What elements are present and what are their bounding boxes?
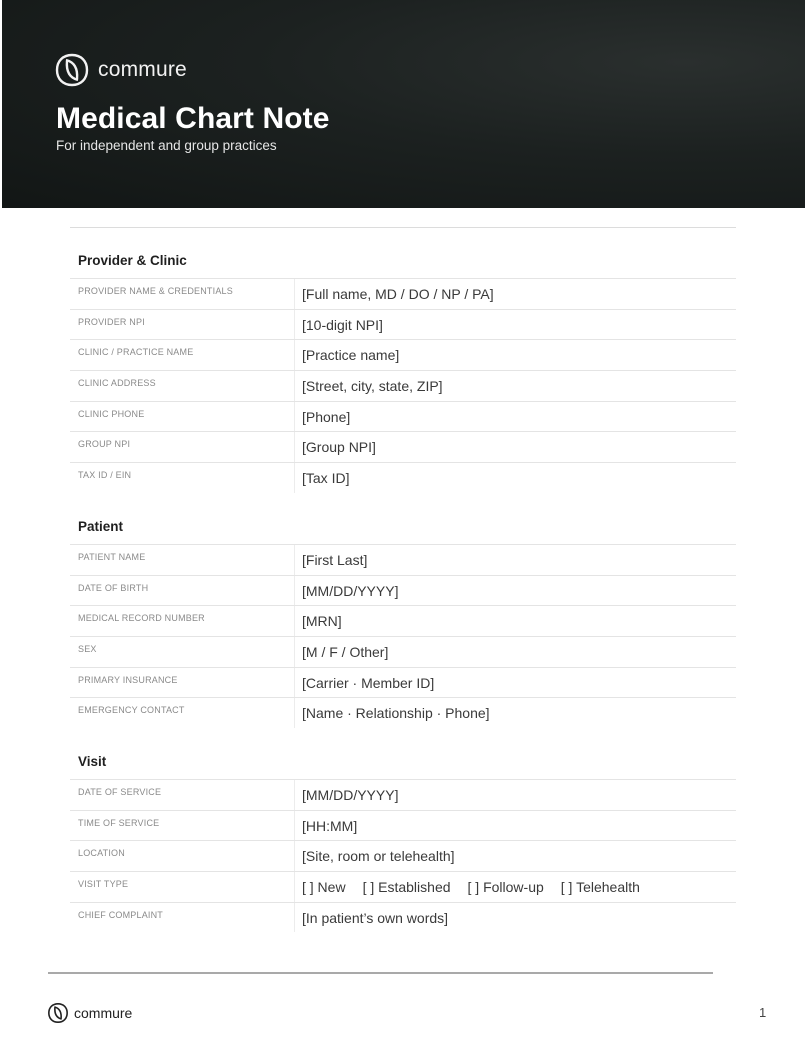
visit-type-established-checkbox[interactable]: [ ] Established — [362, 879, 451, 896]
field-value[interactable]: [10-digit NPI] — [302, 316, 383, 333]
field-label: TAX ID / EIN — [78, 470, 132, 481]
field-label: EMERGENCY CONTACT — [78, 705, 185, 716]
form-row — [70, 544, 736, 575]
field-value[interactable]: [First Last] — [302, 552, 368, 568]
page-subtitle: For independent and group practices — [56, 138, 277, 153]
section-title: Provider & Clinic — [78, 253, 187, 268]
field-value[interactable]: [MM/DD/YYYY] — [302, 582, 399, 599]
form-row — [70, 431, 736, 462]
field-label: PROVIDER NAME & CREDENTIALS — [78, 286, 233, 296]
top-divider — [70, 227, 736, 228]
form-row — [70, 871, 736, 902]
header-banner — [2, 0, 805, 208]
brand-logo — [54, 52, 187, 88]
field-label: VISIT TYPE — [78, 879, 129, 890]
field-value[interactable]: [Group NPI] — [302, 439, 376, 456]
section-title: Patient — [78, 519, 124, 534]
field-value[interactable]: [Phone] — [302, 408, 351, 425]
visit-type-follow-up-checkbox[interactable]: [ ] Follow-up — [467, 879, 544, 896]
field-value[interactable]: [Carrier · Member ID] — [302, 674, 435, 691]
form-row — [70, 309, 736, 340]
form-row — [70, 697, 736, 728]
page-title: Medical Chart Note — [56, 102, 330, 135]
form-row — [70, 575, 736, 606]
field-value[interactable]: [MM/DD/YYYY] — [302, 787, 399, 803]
field-value[interactable]: [In patient’s own words] — [302, 909, 449, 926]
field-label: SEX — [78, 644, 97, 655]
form-row — [70, 462, 736, 493]
form-row — [70, 667, 736, 698]
field-value[interactable]: [Tax ID] — [302, 470, 350, 487]
footer-brand-name: commure — [74, 1005, 133, 1021]
form-row — [70, 401, 736, 432]
field-label: CLINIC ADDRESS — [78, 378, 156, 389]
section-provider-clinic — [70, 252, 736, 493]
form-row — [70, 902, 736, 933]
field-label: CLINIC PHONE — [78, 408, 145, 419]
brand-name: commure — [98, 58, 187, 81]
visit-type-options — [302, 879, 657, 895]
field-label: DATE OF BIRTH — [78, 582, 149, 593]
visit-type-new-checkbox[interactable]: [ ] New — [302, 879, 346, 896]
commure-logo-icon — [54, 52, 90, 88]
form-row — [70, 339, 736, 370]
field-value[interactable]: [Street, city, state, ZIP] — [302, 378, 443, 395]
field-label: CHIEF COMPLAINT — [78, 909, 164, 920]
section-visit — [70, 753, 736, 932]
commure-logo-icon — [47, 1002, 69, 1024]
field-value[interactable]: [Full name, MD / DO / NP / PA] — [302, 286, 494, 302]
field-value[interactable]: [HH:MM] — [302, 817, 358, 834]
footer-brand-logo — [47, 1002, 132, 1024]
field-label: MEDICAL RECORD NUMBER — [78, 613, 205, 624]
field-value[interactable]: [Site, room or telehealth] — [302, 848, 455, 865]
field-value[interactable]: [Name · Relationship · Phone] — [302, 705, 490, 722]
field-label: GROUP NPI — [78, 439, 131, 450]
page-number: 1 — [759, 1005, 767, 1020]
form-row — [70, 636, 736, 667]
field-label: DATE OF SERVICE — [78, 787, 162, 797]
form-row — [70, 840, 736, 871]
section-title: Visit — [78, 754, 107, 769]
form-row — [70, 370, 736, 401]
field-value[interactable]: [M / F / Other] — [302, 644, 389, 661]
form-row — [70, 278, 736, 309]
field-label: PATIENT NAME — [78, 552, 146, 562]
field-value[interactable]: [MRN] — [302, 613, 342, 630]
footer-divider — [48, 972, 713, 974]
field-label: LOCATION — [78, 848, 125, 859]
field-label: CLINIC / PRACTICE NAME — [78, 347, 194, 358]
visit-type-telehealth-checkbox[interactable]: [ ] Telehealth — [560, 879, 640, 896]
field-label: TIME OF SERVICE — [78, 817, 160, 828]
field-label: PROVIDER NPI — [78, 316, 145, 327]
field-value[interactable]: [Practice name] — [302, 347, 400, 364]
form-row — [70, 779, 736, 810]
field-label: PRIMARY INSURANCE — [78, 674, 178, 685]
form-row — [70, 810, 736, 841]
section-patient — [70, 518, 736, 728]
form-row — [70, 605, 736, 636]
